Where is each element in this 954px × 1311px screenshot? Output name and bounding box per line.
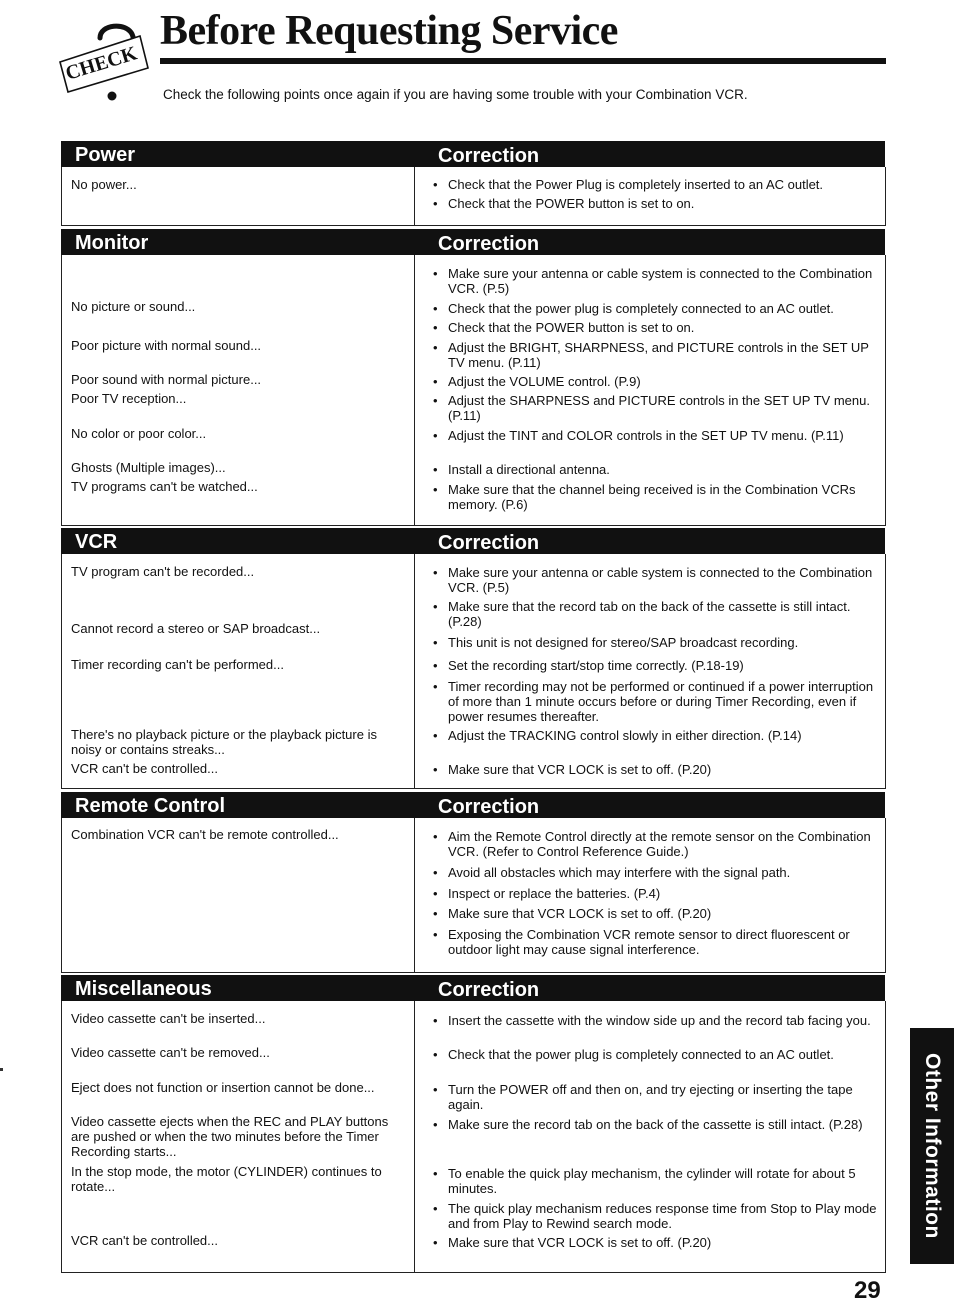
power-correction: • Check that the Power Plug is completely inserted to an AC outlet.: [448, 177, 880, 192]
misc-correction: • Turn the POWER off and then on, and try ejecting or inserting the tape again.: [448, 1082, 880, 1112]
power-correction: • Check that the POWER button is set to on.: [448, 196, 880, 211]
remote-correction: • Aim the Remote Control directly at the remote sensor on the Combination VCR. (Refer to Control Reference Guide.): [448, 829, 880, 859]
misc-correction: • Insert the cassette with the window side up and the record tab facing you.: [448, 1013, 880, 1028]
monitor-problem: Ghosts (Multiple images)...: [71, 460, 226, 475]
monitor-correction: • Install a directional antenna.: [448, 462, 880, 477]
power-problem: No power...: [71, 177, 137, 192]
misc-correction: • Make sure the record tab on the back of the cassette is still intact. (P.28): [448, 1117, 880, 1132]
remote-correction: • Inspect or replace the batteries. (P.4): [448, 886, 880, 901]
misc-heading: Miscellaneous: [75, 978, 212, 1000]
vcr-heading: VCR: [75, 531, 118, 553]
title-rule: [160, 58, 886, 64]
misc-problem: VCR can't be controlled...: [71, 1233, 218, 1248]
side-tab-label: Other Information: [921, 1053, 944, 1239]
vcr-problem: VCR can't be controlled...: [71, 761, 218, 776]
vcr-correction: • Make sure that VCR LOCK is set to off. (P.20): [448, 762, 880, 777]
misc-correction: • To enable the quick play mechanism, the cylinder will rotate for about 5 minutes.: [448, 1166, 880, 1196]
monitor-problem: Poor sound with normal picture...: [71, 372, 262, 387]
monitor-correction-heading: Correction: [438, 233, 540, 255]
remote-correction-heading: Correction: [438, 796, 540, 818]
vcr-correction: • This unit is not designed for stereo/SAP broadcast recording.: [448, 635, 880, 650]
remote-header-bar: [61, 792, 885, 818]
misc-correction: • Make sure that VCR LOCK is set to off. (P.20): [448, 1235, 880, 1250]
remote-problem: Combination VCR can't be remote controlled...: [71, 827, 339, 842]
monitor-header-bar: [61, 229, 885, 255]
power-divider: [414, 167, 415, 226]
vcr-correction: • Make sure that the record tab on the back of the cassette is still intact. (P.28): [448, 599, 880, 629]
remote-correction: • Make sure that VCR LOCK is set to off. (P.20): [448, 906, 880, 921]
remote-divider: [414, 818, 415, 973]
power-heading: Power: [75, 144, 136, 166]
remote-correction: • Avoid all obstacles which may interfere with the signal path.: [448, 865, 880, 880]
vcr-problem: TV program can't be recorded...: [71, 564, 255, 579]
check-icon: [56, 18, 160, 104]
misc-correction: • The quick play mechanism reduces response time from Stop to Play mode and from Play to Rewind search mode.: [448, 1201, 880, 1231]
monitor-correction: • Check that the POWER button is set to on.: [448, 320, 880, 335]
vcr-problem: Cannot record a stereo or SAP broadcast...: [71, 621, 321, 636]
check-icon-label: CHECK: [63, 42, 140, 85]
misc-divider: [414, 1001, 415, 1273]
vcr-header-bar: [61, 528, 885, 554]
vcr-correction: • Adjust the TRACKING control slowly in either direction. (P.14): [448, 728, 880, 743]
monitor-problem: Poor picture with normal sound...: [71, 338, 262, 353]
monitor-problem: No color or poor color...: [71, 426, 207, 441]
vcr-correction: • Make sure your antenna or cable system is connected to the Combination VCR. (P.5): [448, 565, 880, 595]
misc-correction: • Check that the power plug is completely connected to an AC outlet.: [448, 1047, 880, 1062]
remote-correction: • Exposing the Combination VCR remote sensor to direct fluorescent or outdoor light may cause signal interference.: [448, 927, 880, 957]
page-number: 29: [854, 1277, 881, 1304]
vcr-correction: • Timer recording may not be performed or continued if a power interruption of more than 1 minute occurs before or during Timer Recording, even if power resumes thereafter.: [448, 679, 880, 724]
page-subtitle: Check the following points once again if you are having some trouble with your Combination VCR.: [163, 87, 748, 102]
power-correction-heading: Correction: [438, 145, 540, 167]
monitor-problem: TV programs can't be watched...: [71, 479, 258, 494]
vcr-correction: • Set the recording start/stop time correctly. (P.18-19): [448, 658, 880, 673]
vcr-divider: [414, 554, 415, 789]
monitor-problem: No picture or sound...: [71, 299, 196, 314]
misc-header-bar: [61, 975, 885, 1001]
monitor-heading: Monitor: [75, 232, 149, 254]
monitor-correction: • Adjust the SHARPNESS and PICTURE controls in the SET UP TV menu. (P.11): [448, 393, 880, 423]
vcr-problem: Timer recording can't be performed...: [71, 657, 284, 672]
misc-problem: Eject does not function or insertion cannot be done...: [71, 1080, 375, 1095]
misc-correction-heading: Correction: [438, 979, 540, 1001]
misc-problem: Video cassette can't be inserted...: [71, 1011, 266, 1026]
monitor-correction: • Adjust the TINT and COLOR controls in the SET UP TV menu. (P.11): [448, 428, 880, 443]
monitor-correction: • Adjust the VOLUME control. (P.9): [448, 374, 880, 389]
misc-problem: In the stop mode, the motor (CYLINDER) continues to rotate...: [71, 1164, 382, 1194]
vcr-correction-heading: Correction: [438, 532, 540, 554]
misc-problem: Video cassette can't be removed...: [71, 1045, 270, 1060]
monitor-correction: • Make sure that the channel being received is in the Combination VCRs memory. (P.6): [448, 482, 880, 512]
page-title: Before Requesting Service: [160, 8, 618, 54]
vcr-problem: There's no playback picture or the playback picture is noisy or contains streaks...: [71, 727, 377, 757]
misc-problem: Video cassette ejects when the REC and PLAY buttons are pushed or when the two minutes before the Timer Recording starts...: [71, 1114, 389, 1159]
monitor-correction: • Adjust the BRIGHT, SHARPNESS, and PICTURE controls in the SET UP TV menu. (P.11): [448, 340, 880, 370]
monitor-correction: • Check that the power plug is completely connected to an AC outlet.: [448, 301, 880, 316]
remote-heading: Remote Control: [75, 795, 225, 817]
monitor-correction: • Make sure your antenna or cable system is connected to the Combination VCR. (P.5): [448, 266, 880, 296]
power-header-bar: [61, 141, 885, 167]
monitor-problem: Poor TV reception...: [71, 391, 187, 406]
monitor-divider: [414, 255, 415, 526]
scan-speck: [0, 1068, 3, 1071]
